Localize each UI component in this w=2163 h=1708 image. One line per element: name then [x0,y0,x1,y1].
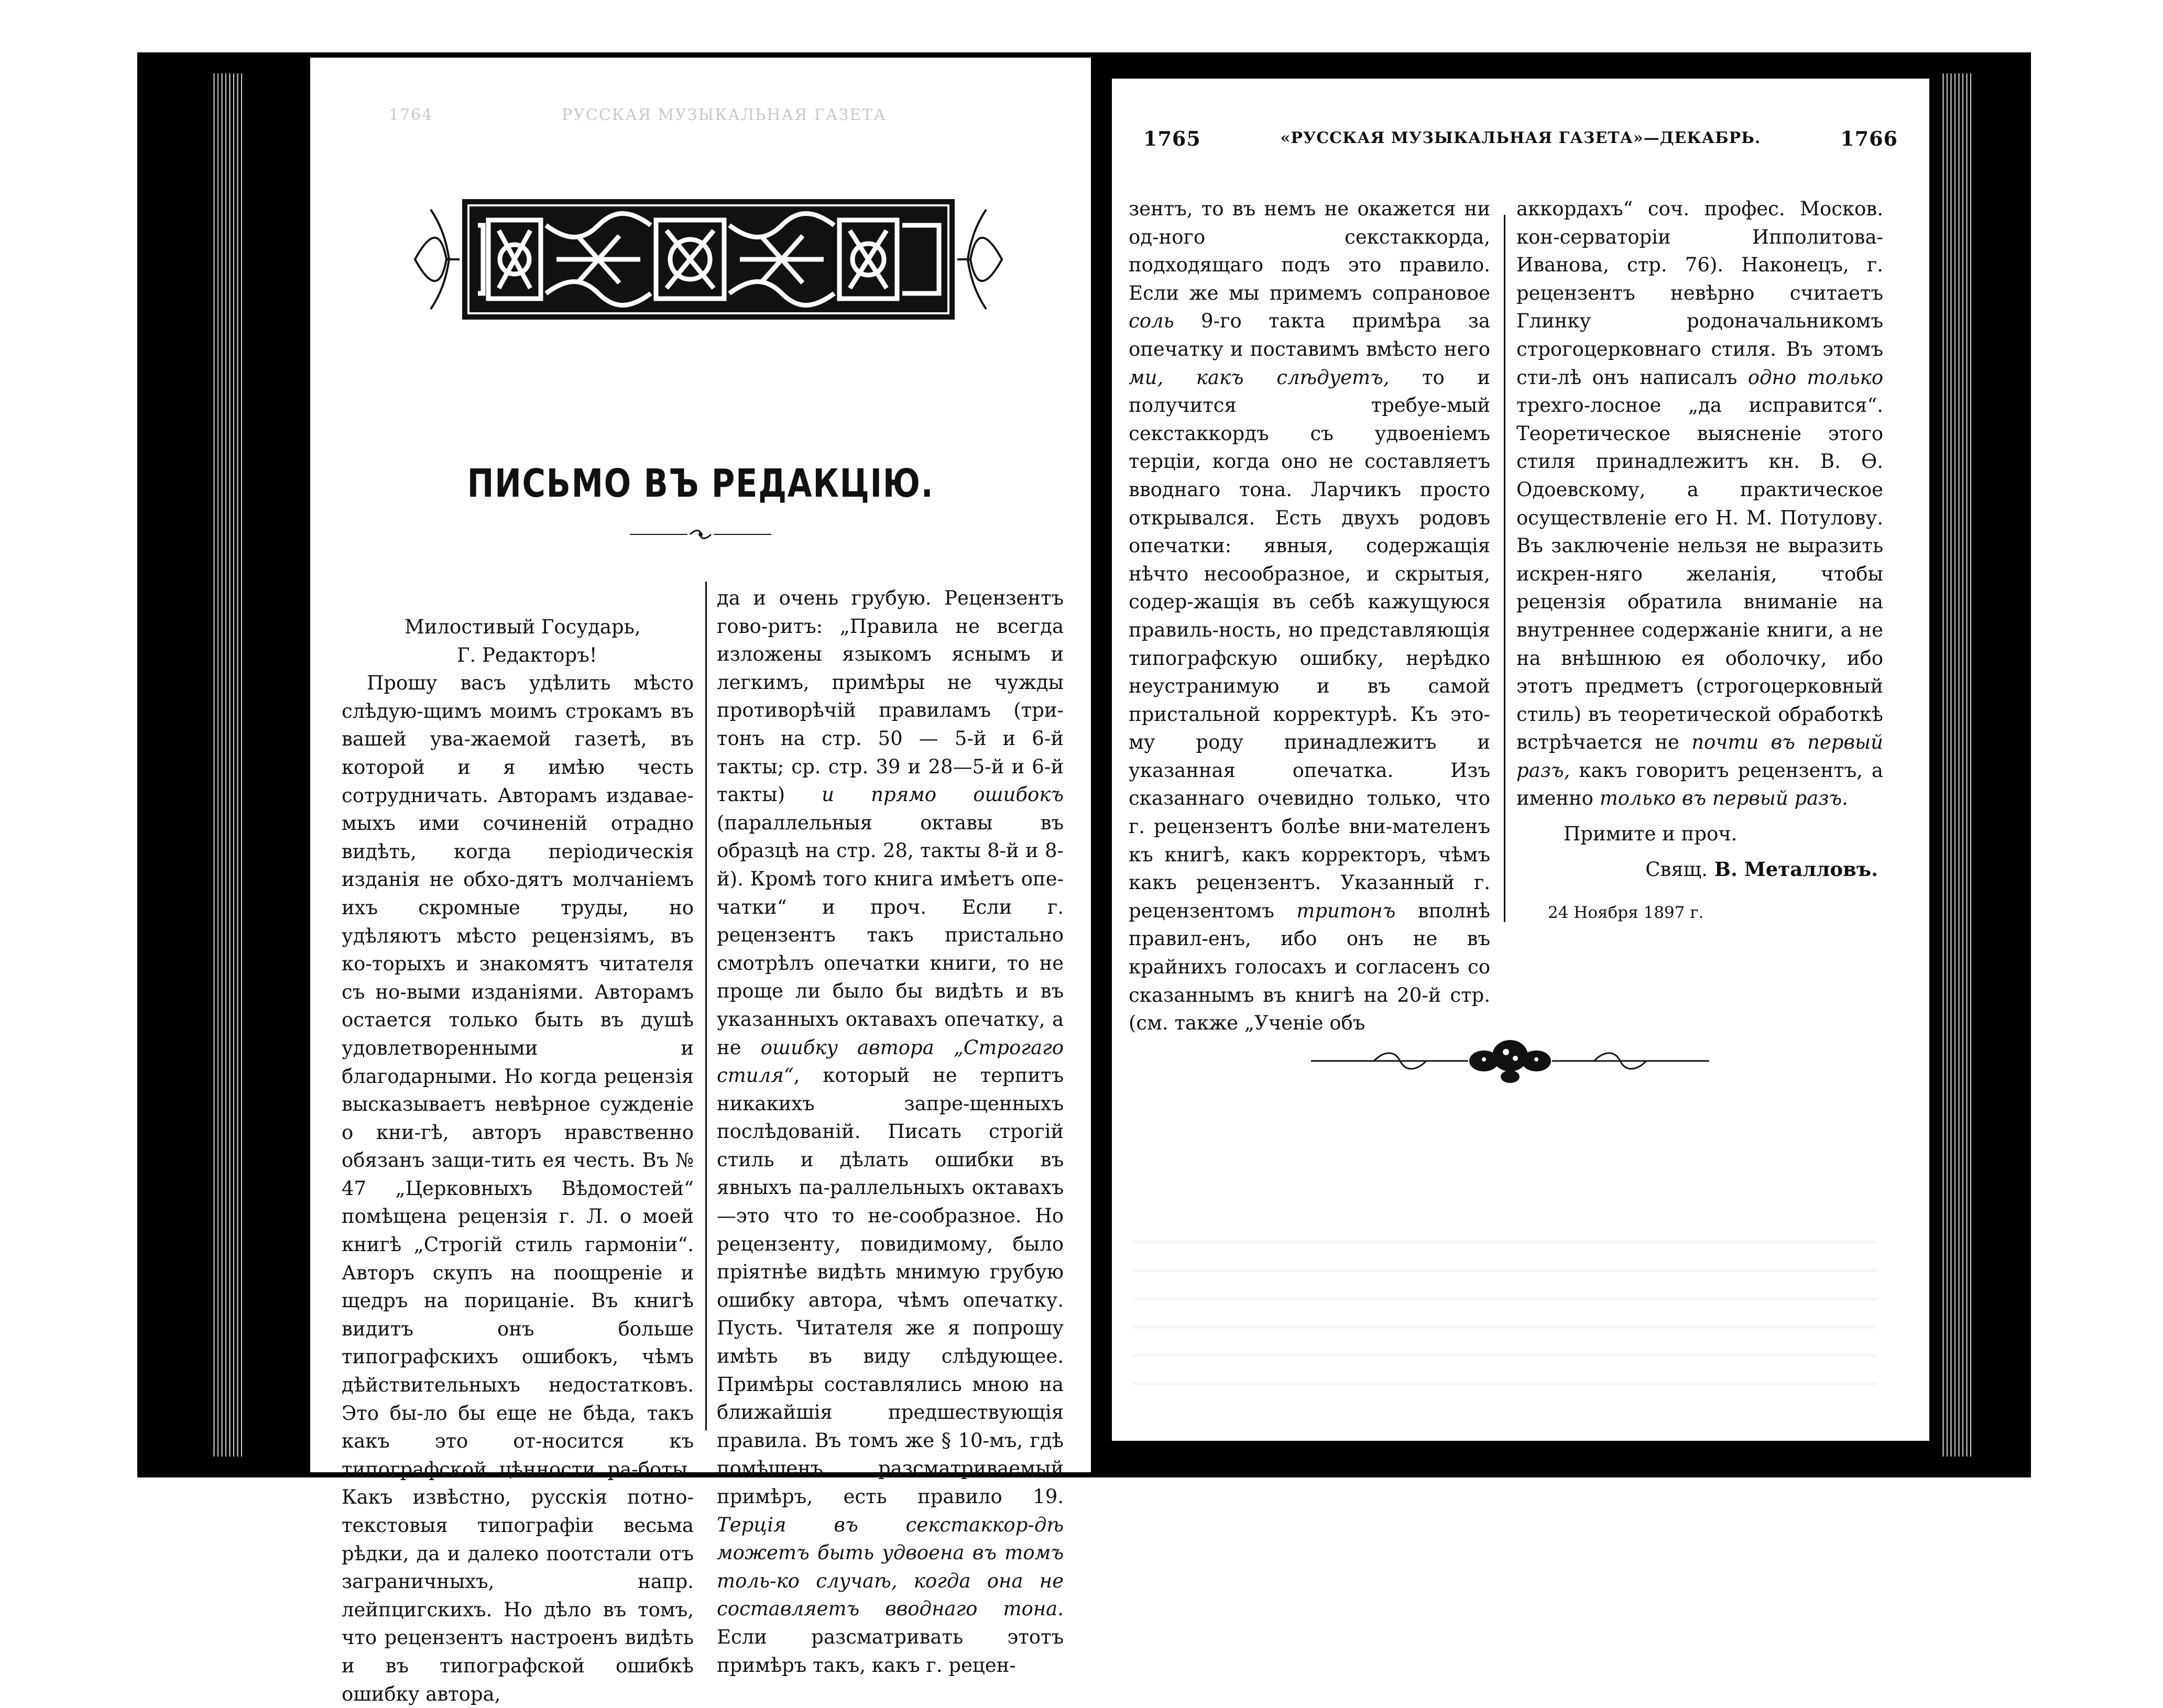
faded-bleedthrough-header [389,106,1070,132]
text-run: то и получится требуе-мый секстаккордъ съ удвоеніемъ терціи, когда оно не составляетъ вводнаго тона. Ларчикъ просто открывался. Есть двухъ родовъ опечатки: явныя, содержащія нѣчто несообразное, и скрытыя, содер-жащія въ себѣ кажущуюся правиль-ность, но представляющія типографскую ошибку, нерѣдко неустранимую и въ самой пристальной корректурѣ. Къ это-му роду принадлежитъ и указанная опечатка. Изъ сказаннаго очевидно только, что г. рецензентъ болѣе вни-мателенъ къ книгѣ, какъ корректоръ, чѣмъ какъ рецензентъ. Указанный г. рецензентомъ [1129,366,1490,922]
scan-frame [137,52,2031,1705]
italic-run: и прямо ошибокъ [822,783,1064,806]
paragraph [717,584,1064,1679]
text-run: зентъ, то въ немъ не окажется ни од-ного секстаккорда, подходящаго подъ это правило. Если же мы примемъ сопрановое [1129,198,1490,304]
running-title: «РУССКАЯ МУЗЫКАЛЬНАЯ ГАЗЕТА»—ДЕКАБРЬ. [1280,129,1761,147]
paragraph [1129,195,1490,1037]
text-run: вполнѣ правил-енъ, ибо онъ не въ крайнихъ голосахъ и согласенъ со сказаннымъ въ книгѣ на 20-й стр. (см. также „Ученіе объ [1129,899,1490,1035]
text-run: 9-го такта примѣра за опечатку и поставимъ вмѣсто него [1129,310,1490,360]
ornamental-header-banner [410,168,1007,351]
bleedthrough-text-area [1133,1221,1877,1409]
book-gutter [1091,52,1112,1477]
tailpiece-ornament [1311,1032,1709,1090]
salutation-line-1: Милостивый Государь, [405,616,641,638]
faded-running-title: РУССКАЯ МУЗЫКАЛЬНАЯ ГАЗЕТА [562,106,887,124]
text-run: (параллельныя октавы въ образцѣ на стр. 28, такты 8-й и 8-й). Кромѣ того книга имѣетъ опе-чатки“ и проч. Если г. рецензентъ такъ пристально смотрѣлъ опечатки книги, то не проще ли было бы видѣть и въ указанныхъ октавахъ опечатку, а не [717,811,1064,1059]
salutation-line-2: Г. Редакторъ! [457,643,597,666]
column-rule [1504,215,1505,922]
book-edge-right [1940,73,1973,1457]
text-run: какъ говоритъ рецензентъ, а именно [1516,759,1883,810]
paragraph [1516,195,1883,813]
column-rule [705,582,707,1430]
title-divider-ornament [630,529,771,540]
article-title: ПИСЬМО ВЪ РЕДАКЦІЮ. [467,461,934,506]
letter-date: 24 Ноября 1897 г. [1548,903,1704,923]
left-page [310,58,1091,1705]
signature-name: В. Металловъ. [1714,857,1878,881]
book-edge-left [211,73,244,1457]
faded-page-number: 1764 [389,106,433,124]
right-page [1112,79,1929,1441]
text-column-3 [1129,195,1490,1037]
text-run: да и очень грубую. Рецензентъ гово-ритъ: „Правила не всегда изложены языкомъ яснымъ и легкимъ, примѣры не чужды противорѣчій правиламъ (три-тонъ на стр. 50 — 5-й и 6-й такты; ср. стр. 39 и 28—5-й и 6-й такты) [717,587,1064,806]
text-column-4 [1516,195,1883,927]
italic-run: ми, какъ слѣдуетъ, [1129,366,1390,389]
signature [1516,856,1883,884]
italic-run: только въ первый разъ. [1599,787,1848,810]
italic-run: ошибку автора „Строгаго стиля“ [717,1036,1064,1087]
running-header [1133,127,1908,158]
paragraph: Прошу васъ удѣлить мѣсто слѣдую-щимъ моимъ строкамъ въ вашей ува-жаемой газетѣ, въ которой и я имѣю честь сотрудничать. Авторамъ издавае-мыхъ ими сочиненій отрадно видѣть, когда періодическія изданія не обхо-дятъ молчаніемъ ихъ скромные труды, но удѣляютъ мѣсто рецензіямъ, въ ко-торыхъ и знакомятъ читателя съ но-выми изданіями. Авторамъ остается только быть въ душѣ удовлетворенными и благодарными. Но когда рецензія высказываетъ невѣрное сужденіе о кни-гѣ, авторъ нравственно обязанъ защи-тить ея честь. Въ № 47 „Церковныхъ Вѣдомостей“ помѣщена рецензія г. Л. о моей книгѣ „Строгій стиль гармоніи“. Авторъ скупъ на поощреніе и щедръ на порицаніе. Въ книгѣ видитъ онъ больше типографскихъ ошибокъ, чѣмъ дѣйствительныхъ недостатковъ. Это бы-ло бы еще не бѣда, такъ какъ это от-носится къ типографской цѣнности ра-боты. Какъ извѣстно, русскія потно-текстовыя типографіи весьма рѣдки, да и далеко поотстали отъ заграничныхъ, напр. лейпцигскихъ. Но дѣло въ томъ, что рецензентъ настроенъ видѣть и въ типографской ошибкѣ ошибку автора, [342,672,694,1705]
italic-run: Терція въ секстаккор-дѣ можетъ быть удвоена въ томъ толь-ко случаѣ, когда она не составляетъ вводнаго тона. [717,1513,1064,1621]
page-number-left: 1765 [1143,127,1201,150]
closing-line: Примите и проч. [1564,823,1738,846]
text-run: , который не терпитъ никакихъ запре-щенныхъ послѣдованій. Писать строгій стиль и дѣлать ошибки въ явныхъ па-раллельныхъ октавахъ—это что то не-сообразное. Но рецензенту, повидимому, было пріятнѣе видѣть мнимую грубую ошибку автора, чѣмъ опечатку. Пусть. Читателя же я попрошу имѣть въ виду слѣдующее. Примѣры составлялись мною на ближайшія предшествующія правила. Въ томъ же § 10-мъ, гдѣ помѣщенъ разсматриваемый примѣръ, есть правило 19. [717,1064,1064,1508]
italic-run: одно только [1747,366,1883,389]
italic-run: почти въ первый разъ, [1516,731,1883,782]
page-number-right: 1766 [1840,127,1898,150]
text-column-1 [342,613,694,1708]
text-run: аккордахъ“ соч. профес. Москов. кон-серваторіи Ипполитова-Иванова, стр. 76). Наконецъ, г. рецензентъ невѣрно считаетъ Глинку родоначальникомъ строгоцерковнаго стиля. Въ этомъ сти-лѣ онъ написалъ [1516,198,1883,389]
signature-prefix: Свящ. [1645,858,1708,881]
italic-run: тритонъ [1296,899,1396,922]
text-run: Если разсматривать этотъ примѣръ такъ, какъ г. рецен- [717,1625,1064,1677]
text-run: трехго-лосное „да исправится“. Теоретическое выясненіе этого стиля принадлежитъ кн. В. Ѳ. Одоевскому, а практическое осуществленіе его Н. М. Потулову. Въ заключеніе нельзя не выразить искрен-няго желанія, чтобы рецензія обратила вниманіе на внутреннее содержаніе книги, а не на внѣшнюю ея оболочку, ибо этотъ предметъ (строгоцерковный стиль) въ теоретической обработкѣ встрѣчается не [1516,394,1883,754]
italic-run: соль [1129,310,1174,333]
text-column-2 [717,584,1064,1679]
